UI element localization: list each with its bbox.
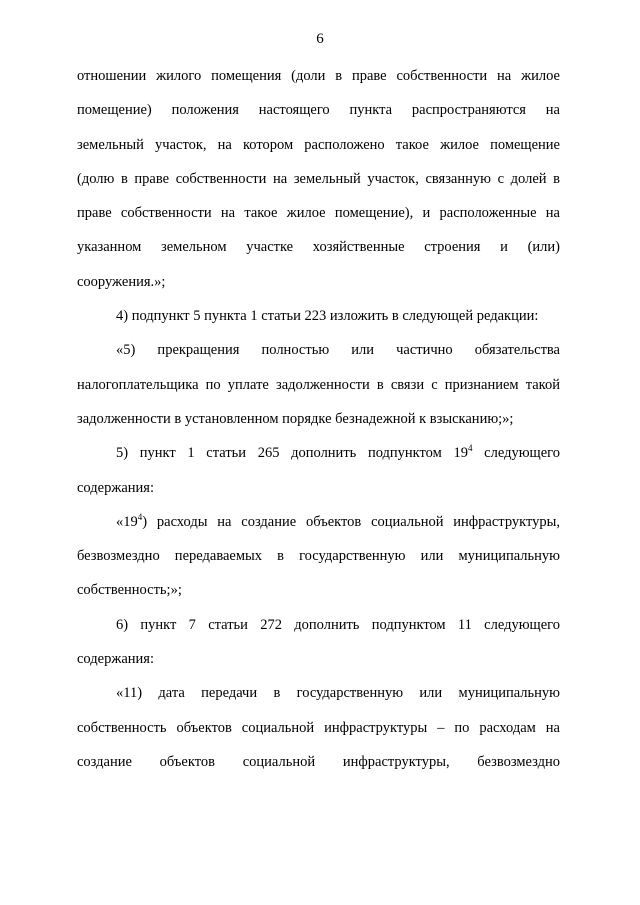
text-line: «5) прекращения полностью или частично обязательства (116, 342, 560, 359)
superscript: 4 (137, 512, 143, 523)
text-line: безвозмездно передаваемых в государственную или муниципальную (77, 548, 560, 565)
text-segment: следующего (472, 445, 560, 462)
text-line: 4) подпункт 5 пункта 1 статьи 223 изложить в следующей редакции: (116, 308, 539, 325)
text-line: земельный участок, на котором расположено такое жилое помещение (77, 136, 560, 153)
text-line: (долю в праве собственности на земельный участок, связанную с долей в (77, 170, 560, 187)
text-line: отношении жилого помещения (доли в праве собственности на жилое (77, 68, 560, 84)
text-line: помещение) положения настоящего пункта распространяются на (77, 102, 560, 119)
text-line: собственность объектов социальной инфраструктуры – по расходам на (77, 719, 560, 736)
text-line: праве собственности на такое жилое помещение), и расположенные на (77, 205, 560, 222)
text-line: 6) пункт 7 статьи 272 дополнить подпунктом 11 следующего (116, 616, 560, 633)
text-line: задолженности в установленном порядке безнадежной к взысканию;»; (77, 410, 514, 427)
text-line: содержания: (77, 479, 155, 496)
text-line: собственность;»; (77, 582, 182, 599)
text-line: «11) дата передачи в государственную или муниципальную (116, 685, 560, 702)
text-line: содержания: (77, 651, 155, 668)
text-segment: «19 (116, 513, 138, 530)
text-segment: 5) пункт 1 статьи 265 дополнить подпунктом 19 (116, 445, 468, 462)
text-segment: ) расходы на создание объектов социальной инфраструктуры, (142, 513, 560, 530)
page-number: 6 (316, 31, 324, 47)
text-line (77, 512, 560, 546)
text-line: сооружения.»; (77, 273, 166, 290)
superscript: 4 (468, 443, 473, 454)
text-line: создание объектов социальной инфраструктуры, безвозмездно (77, 753, 560, 770)
text-line (77, 443, 560, 477)
text-line: указанном земельном участке хозяйственные строения и (или) (77, 239, 560, 256)
document-body (77, 66, 560, 786)
text-line: налогоплательщика по уплате задолженности в связи с признанием такой (77, 376, 560, 393)
